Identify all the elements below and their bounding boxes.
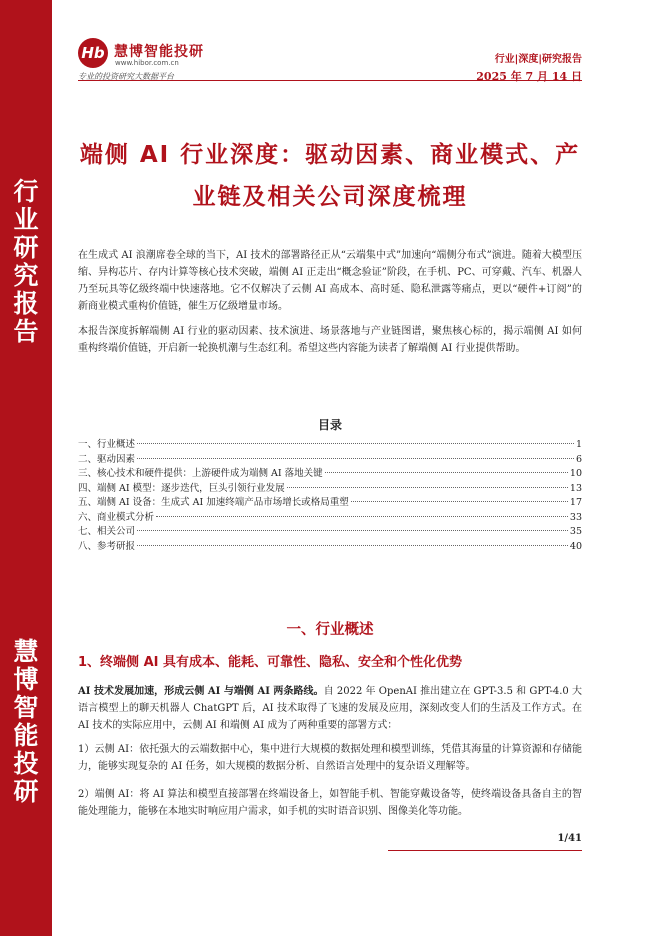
sidebar-brand xyxy=(0,638,52,806)
logo-slogan: 专业的投资研究大数据平台 xyxy=(78,72,174,81)
body-paragraph: 2）端侧 AI：将 AI 算法和模型直接部署在终端设备上，如智能手机、智能穿戴设备等，使终端设备具备自主的智能处理能力，能够在本地实时响应用户需求，如手机的实时语音识别、图像美化等功能。 xyxy=(78,789,582,817)
sidebar-char: 行 xyxy=(13,177,39,206)
intro-paragraph: 本报告深度拆解端侧 AI 行业的驱动因素、技术演进、场景落地与产业链图谱，聚焦核心标的，揭示端侧 AI 如何重构终端价值链，开启新一轮换机潮与生态红利。希望这些内容能为读者了解端侧 AI 行业提供帮助。 xyxy=(78,326,582,354)
toc-entry-page: 17 xyxy=(569,497,582,508)
report-category: 行业|深度|研究报告 xyxy=(494,54,582,65)
report-title-line: 端侧 AI 行业深度：驱动因素、商业模式、产 xyxy=(79,142,581,168)
toc-entry-label: 八、参考研报 xyxy=(78,540,136,552)
toc-entry[interactable] xyxy=(78,438,582,453)
sidebar-report-type xyxy=(0,178,52,346)
toc-leader xyxy=(137,530,568,531)
sidebar-char: 能 xyxy=(13,721,39,750)
toc-entry-page: 10 xyxy=(569,468,582,479)
toc-leader xyxy=(137,545,568,546)
logo-icon: Hb xyxy=(78,38,108,68)
toc-entry-label: 一、行业概述 xyxy=(78,439,136,450)
toc-title: 目录 xyxy=(317,418,342,432)
toc-entry-label: 三、核心技术和硬件提供：上游硬件成为端侧 AI 落地关键 xyxy=(78,468,323,479)
sidebar xyxy=(0,0,52,936)
body-paragraph: 1）云侧 AI：依托强大的云端数据中心，集中进行大规模的数据处理和模型训练，凭借其海量的计算资源和存储能力，能够实现复杂的 AI 任务，如大规模的数据分析、自然语言处理中的复杂语义理解等。 xyxy=(78,744,582,772)
sidebar-char: 业 xyxy=(13,205,39,234)
header-divider xyxy=(78,80,582,81)
sidebar-char: 博 xyxy=(13,665,39,694)
sidebar-char: 研 xyxy=(13,777,39,806)
logo-name: 慧博智能投研 xyxy=(114,44,204,60)
toc-entry-page: 13 xyxy=(569,482,582,494)
paragraph-text: 自 2022 年 OpenAI 推出建立在 GPT-3.5 和 GPT-4.0 大语言模型上的聊天机器人 ChatGPT 后，AI 技术取得了飞速的发展及应用，深刻改变人们的生活及工作方式。在 AI 技术的实际应用中，云侧 AI 和端侧 AI 成为了两种重要的部署方式： xyxy=(78,686,582,731)
sidebar-char: 慧 xyxy=(13,637,39,666)
logo-url: www.hibor.com.cn xyxy=(115,59,179,67)
toc-entry-label: 五、端侧 AI 设备：生成式 AI 加速终端产品市场增长或格局重塑 xyxy=(78,497,349,508)
toc-entry[interactable] xyxy=(78,496,582,511)
toc-entry-page: 33 xyxy=(569,511,582,523)
section-heading: 一、行业概述 xyxy=(286,622,374,638)
toc-entry-page: 6 xyxy=(575,453,582,465)
toc-entry-page: 1 xyxy=(575,439,582,450)
toc-entry[interactable] xyxy=(78,482,582,497)
body-paragraph xyxy=(78,683,582,734)
sidebar-char: 智 xyxy=(13,693,39,722)
toc-leader xyxy=(137,443,574,444)
toc-entry[interactable] xyxy=(78,453,582,468)
toc-entry-page: 35 xyxy=(569,526,582,537)
toc-leader xyxy=(325,472,568,473)
toc-leader xyxy=(351,501,568,502)
sidebar-char: 究 xyxy=(13,261,39,290)
toc-entry-label: 二、驱动因素 xyxy=(78,453,136,465)
report-date: 2025 年 7 月 14 日 xyxy=(476,70,582,83)
toc-leader xyxy=(137,458,574,459)
toc-leader xyxy=(156,516,568,517)
footer-divider xyxy=(388,850,582,851)
report-title-line: 业链及相关公司深度梳理 xyxy=(192,184,468,210)
toc-entry-label: 七、相关公司 xyxy=(78,526,136,537)
sidebar-char: 告 xyxy=(13,317,39,346)
header-meta xyxy=(476,50,582,84)
report-title xyxy=(78,134,582,218)
sidebar-char: 报 xyxy=(13,289,39,318)
toc-entry[interactable] xyxy=(78,467,582,482)
toc-entry[interactable] xyxy=(78,525,582,540)
toc-entry-label: 六、商业模式分析 xyxy=(78,511,155,523)
paragraph-lead: AI 技术发展加速，形成云侧 AI 与端侧 AI 两条路线。 xyxy=(78,686,324,697)
toc-entry-page: 40 xyxy=(569,540,582,552)
toc-entry[interactable] xyxy=(78,511,582,526)
sidebar-char: 研 xyxy=(13,233,39,262)
table-of-contents xyxy=(78,438,582,554)
sidebar-char: 投 xyxy=(13,749,39,778)
toc-entry[interactable] xyxy=(78,540,582,555)
subsection-heading: 1、终端侧 AI 具有成本、能耗、可靠性、隐私、安全和个性化优势 xyxy=(78,655,462,670)
toc-entry-label: 四、端侧 AI 模型：逐步迭代，巨头引领行业发展 xyxy=(78,482,285,494)
page-number: 1/41 xyxy=(557,833,582,844)
toc-leader xyxy=(287,487,568,488)
intro-paragraph: 在生成式 AI 浪潮席卷全球的当下，AI 技术的部署路径正从“云端集中式”加速向“端侧分布式”演进。随着大模型压缩、异构芯片、存内计算等核心技术突破，端侧 AI 正走出“概念验证”阶段，在手机、PC、可穿戴、汽车、机器人乃至玩具等亿级终端中快速落地。它不仅解决了云侧 AI 高成本、高时延、隐私泄露等痛点，更以“硬件+订阅”的新商业模式重构价值链，催生万亿级增量市场。 xyxy=(78,250,582,312)
